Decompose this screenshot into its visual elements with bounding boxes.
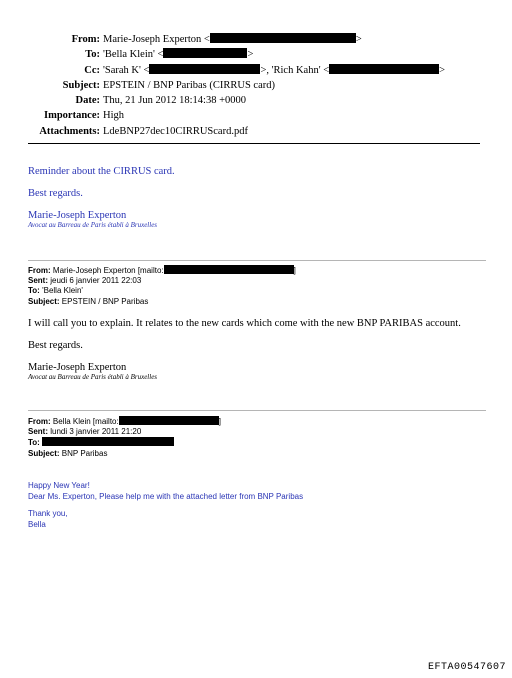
signature-title: Avocat au Barreau de Paris établi à Bruxelles <box>28 221 158 229</box>
cc-label: Cc: <box>84 64 100 76</box>
cc-value-1: 'Sarah K' < <box>103 64 150 76</box>
subject-value: EPSTEIN / BNP Paribas (CIRRUS card) <box>103 79 275 91</box>
redaction-bar <box>210 33 356 43</box>
message-2-divider <box>28 260 486 261</box>
message-2-header <box>28 265 296 307</box>
redaction-bar <box>42 437 174 446</box>
message-1-line-2: Best regards. <box>28 188 83 199</box>
message-2-regards: Best regards. <box>28 340 83 351</box>
message-3-line-3: Thank you, <box>28 509 68 518</box>
from-label: From: <box>71 34 100 45</box>
redaction-bar <box>119 416 219 425</box>
redaction-bar <box>149 64 260 74</box>
m2-from-value: Marie-Joseph Experton [mailto: <box>52 266 164 275</box>
signature-title: Avocat au Barreau de Paris établi à Bruxelles <box>28 373 158 381</box>
redaction-bar <box>163 48 247 58</box>
m3-from-close: ] <box>218 417 221 426</box>
document-id: EFTA00547607 <box>427 662 506 673</box>
header-cc-row <box>0 63 512 78</box>
message-1-body <box>28 166 175 229</box>
cc-close: > <box>439 64 446 76</box>
message-3-divider <box>28 410 486 411</box>
signature-name: Marie-Joseph Experton <box>28 210 127 221</box>
m2-from-close: ] <box>293 266 296 275</box>
attachments-label: Attachments: <box>39 125 100 137</box>
to-close: > <box>247 49 254 61</box>
cc-value-2: >, 'Rich Kahn' < <box>260 64 330 76</box>
to-label: To: <box>85 49 100 61</box>
m2-to-value: 'Bella Klein' <box>42 286 83 296</box>
m2-to-label: To: <box>28 286 40 296</box>
m2-subject-label: Subject: <box>28 296 60 306</box>
message-3-line-1: Happy New Year! <box>28 481 90 490</box>
redaction-bar <box>164 265 294 274</box>
to-value: 'Bella Klein' < <box>103 49 164 61</box>
m2-sent-label: Sent: <box>28 276 48 286</box>
message-3-line-2: Dear Ms. Experton, Please help me with the attached letter from BNP Paribas <box>28 491 304 501</box>
importance-label: Importance: <box>44 110 100 122</box>
header-date-row <box>0 93 512 108</box>
header-to-row <box>0 47 512 62</box>
signature-name: Marie-Joseph Experton <box>28 362 127 373</box>
m2-subject-value: EPSTEIN / BNP Paribas <box>61 296 149 306</box>
message-3-line-4: Bella <box>28 519 46 529</box>
message-1-line-1: Reminder about the CIRRUS card. <box>28 166 175 177</box>
date-value: Thu, 21 Jun 2012 18:14:38 +0000 <box>103 95 247 107</box>
subject-label: Subject: <box>62 79 100 91</box>
m3-subject-value: BNP Paribas <box>61 448 108 458</box>
message-2-body <box>28 318 461 381</box>
email-header <box>0 32 512 139</box>
message-3-header <box>28 416 221 459</box>
importance-value: High <box>103 110 124 122</box>
message-2-text: I will call you to explain. It relates to the new cards which come with the new BNP PARIBAS account. <box>28 318 461 329</box>
message-3-body <box>28 481 303 530</box>
m3-from-label: From: <box>28 417 51 426</box>
m3-sent-value: lundi 3 janvier 2011 21:20 <box>50 427 142 437</box>
m3-sent-label: Sent: <box>28 427 48 437</box>
header-divider <box>28 143 480 144</box>
m2-sent-value: jeudi 6 janvier 2011 22:03 <box>50 276 142 286</box>
date-label: Date: <box>75 95 100 107</box>
m3-to-label: To: <box>28 438 40 448</box>
header-importance-row <box>0 108 512 123</box>
from-value: Marie-Joseph Experton < <box>103 34 210 45</box>
redaction-bar <box>329 64 439 74</box>
m3-from-value: Bella Klein [mailto: <box>52 417 119 426</box>
header-subject-row <box>0 78 512 93</box>
m3-subject-label: Subject: <box>28 448 60 458</box>
attachment-link[interactable]: LdeBNP27dec10CIRRUScard.pdf <box>103 125 248 137</box>
from-close: > <box>355 34 362 45</box>
header-from-row <box>0 32 512 47</box>
header-attachments-row <box>0 124 512 139</box>
m2-from-label: From: <box>28 266 51 275</box>
